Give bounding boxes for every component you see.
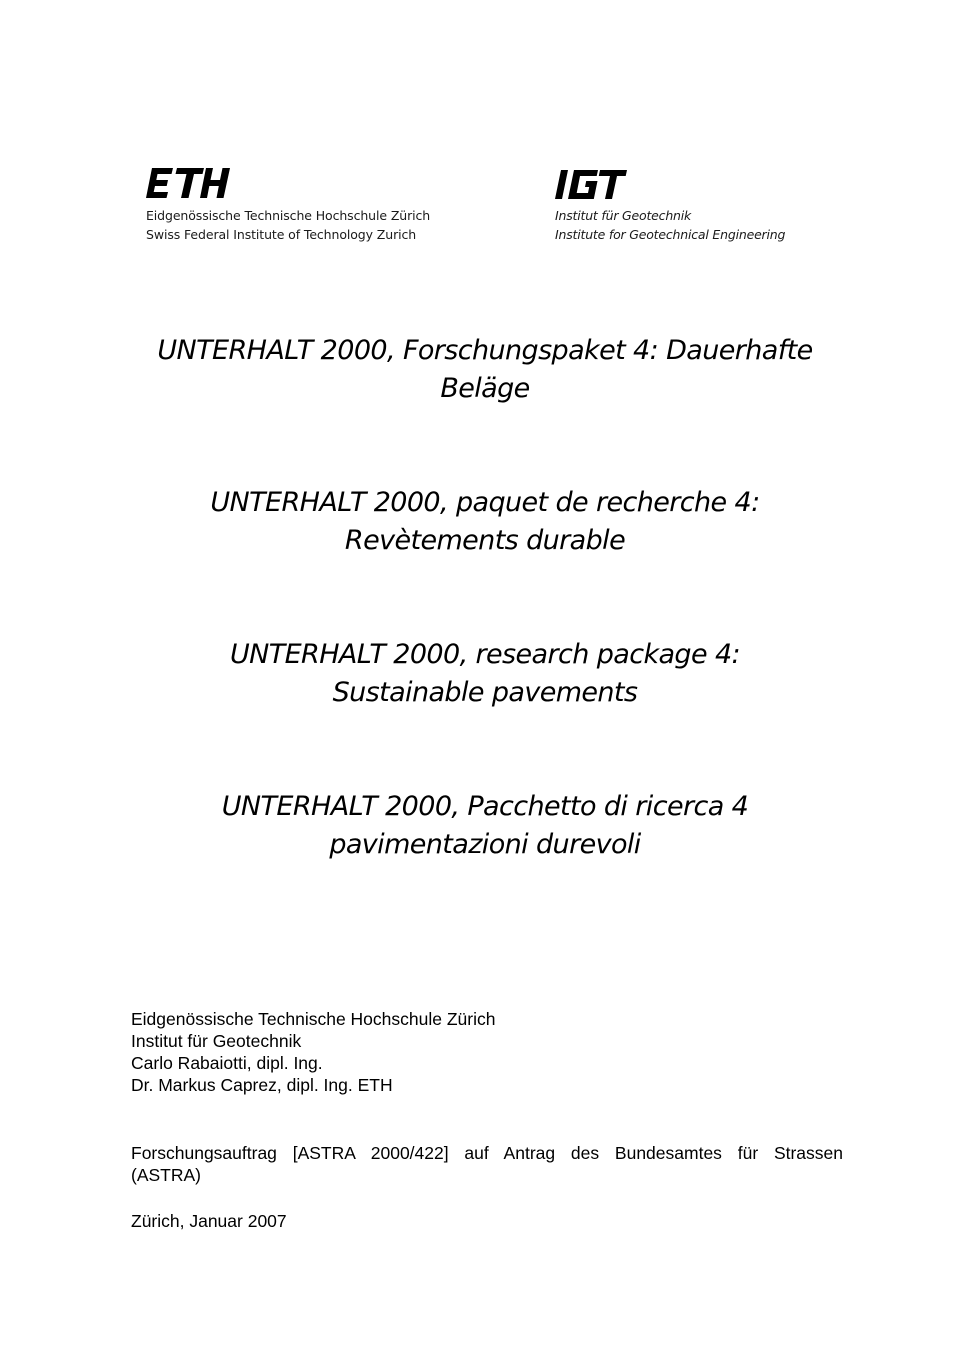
author-line: Dr. Markus Caprez, dipl. Ing. ETH	[131, 1075, 393, 1095]
title-french	[60, 484, 910, 560]
eth-logo-block	[146, 168, 430, 244]
contract-block	[131, 1142, 843, 1186]
title-line: Revètements durable	[344, 525, 626, 556]
title-italian	[60, 788, 910, 864]
title-line: pavimentazioni durevoli	[329, 829, 641, 860]
eth-logo	[146, 168, 230, 200]
title-line: UNTERHALT 2000, Pacchetto di ricerca 4	[221, 791, 749, 822]
eth-name-english: Swiss Federal Institute of Technology Zurich	[146, 227, 417, 242]
title-line: UNTERHALT 2000, Forschungspaket 4: Dauerhafte	[157, 335, 813, 366]
contract-line: (ASTRA)	[131, 1165, 201, 1185]
igt-logo-block	[555, 170, 785, 244]
title-english	[60, 636, 910, 712]
author-line: Eidgenössische Technische Hochschule Zürich	[131, 1009, 496, 1029]
place-date: Zürich, Januar 2007	[131, 1211, 287, 1231]
author-line: Institut für Geotechnik	[131, 1031, 302, 1051]
title-line: UNTERHALT 2000, research package 4:	[229, 639, 741, 670]
igt-name-german: Institut für Geotechnik	[555, 208, 692, 223]
authors-block	[131, 1008, 843, 1096]
title-section	[60, 332, 910, 940]
title-line: Beläge	[440, 373, 530, 404]
contract-line: Forschungsauftrag [ASTRA 2000/422] auf Antrag des Bundesamtes für Strassen	[131, 1143, 843, 1163]
title-line: Sustainable pavements	[332, 677, 638, 708]
title-line: UNTERHALT 2000, paquet de recherche 4:	[210, 487, 760, 518]
title-german	[60, 332, 910, 408]
author-line: Carlo Rabaiotti, dipl. Ing.	[131, 1053, 323, 1073]
igt-logo	[555, 170, 627, 200]
igt-name-english: Institute for Geotechnical Engineering	[555, 227, 786, 242]
eth-name-german: Eidgenössische Technische Hochschule Zürich	[146, 208, 431, 223]
